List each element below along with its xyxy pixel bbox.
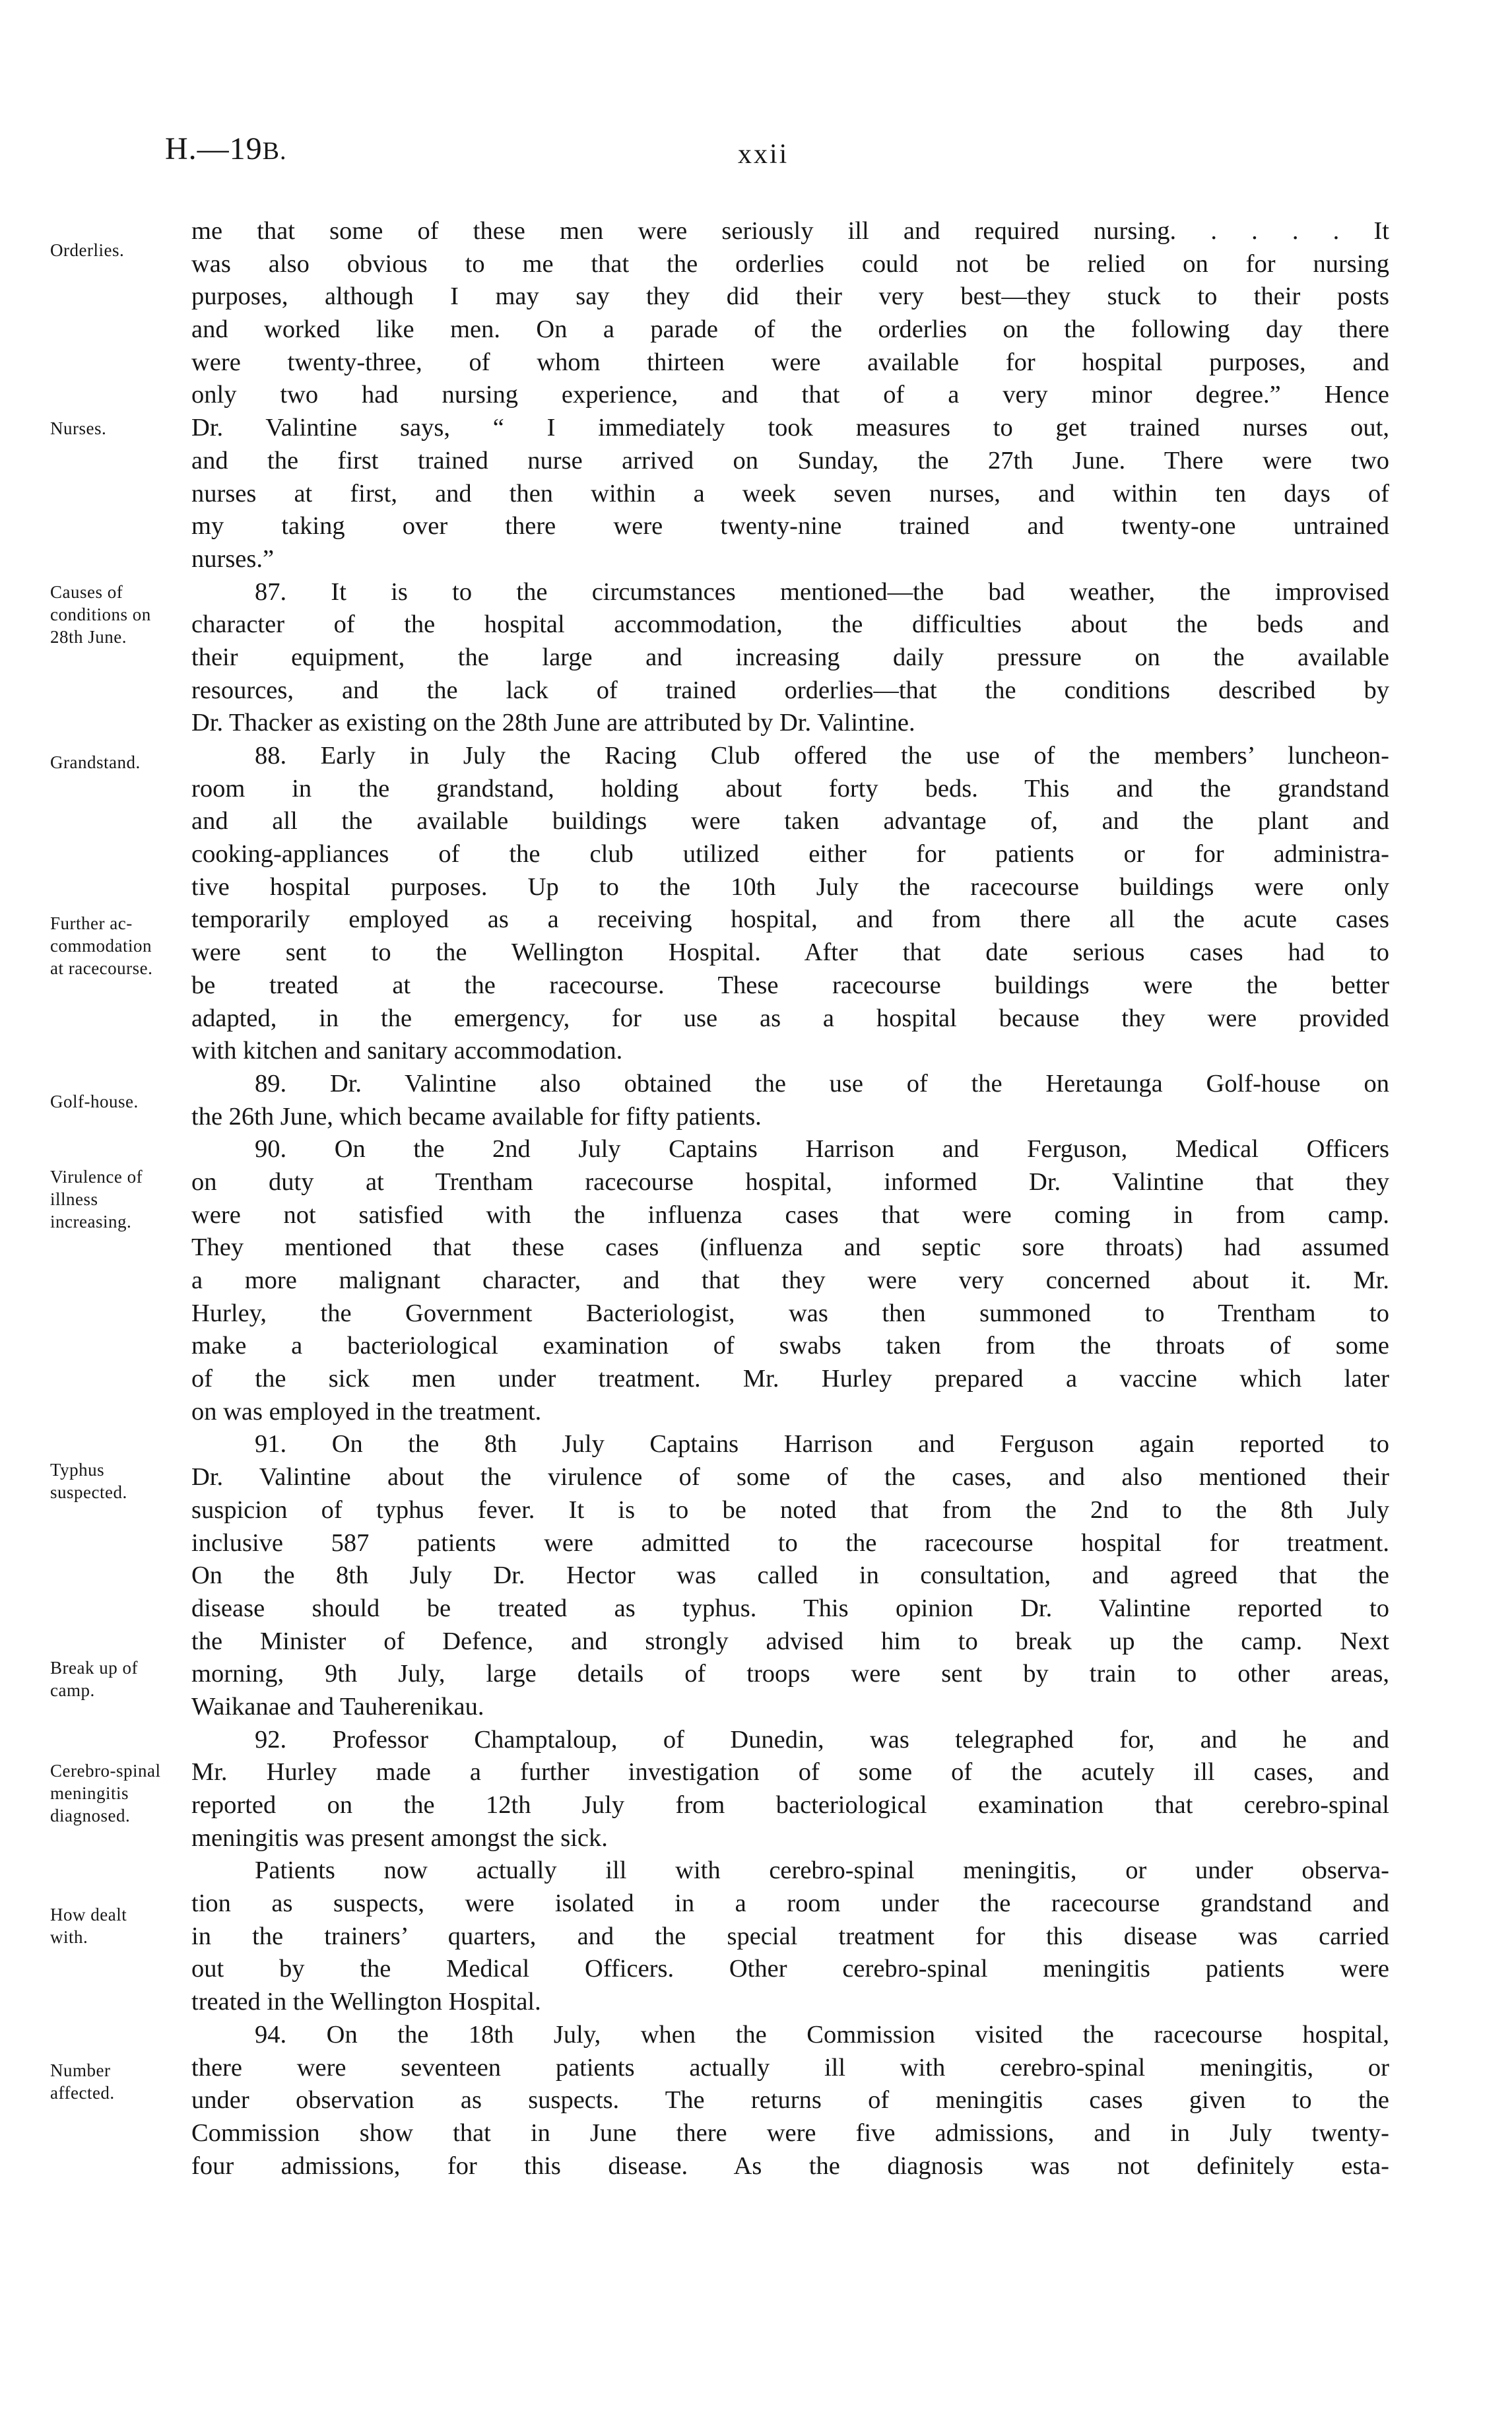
text-line: on duty at Trentham racecourse hospital, informed Dr. Valintine that they xyxy=(191,1167,1389,1196)
margin-note xyxy=(50,417,190,440)
margin-note-line: Nurses. xyxy=(50,418,107,438)
text-line: only two had nursing experience, and that of a very minor degree.” Hence xyxy=(191,381,1389,409)
text-line: Commission show that in June there were five admissions, and in July twenty- xyxy=(191,2119,1389,2147)
margin-note xyxy=(50,751,190,773)
text-line: 88. Early in July the Racing Club offered the use of the members’ luncheon- xyxy=(255,742,1389,770)
text-line: my taking over there were twenty-nine trained and twenty-one untrained xyxy=(191,512,1389,541)
text-line: tive hospital purposes. Up to the 10th July the racecourse buildings were only xyxy=(191,872,1389,901)
text-line: and worked like men. On a parade of the orderlies on the following day there xyxy=(191,315,1389,344)
text-line: disease should be treated as typhus. This opinion Dr. Valintine reported to xyxy=(191,1594,1389,1622)
text-line: 92. Professor Champtaloup, of Dunedin, was telegraphed for, and he and xyxy=(255,1725,1389,1754)
text-line: character of the hospital accommodation, the difficulties about the beds and xyxy=(191,610,1389,639)
text-line: 87. It is to the circumstances mentioned—the bad weather, the improvised xyxy=(255,577,1389,606)
text-line: there were seventeen patients actually ill with cerebro-spinal meningitis, or xyxy=(191,2053,1389,2082)
margin-note xyxy=(50,1759,190,1827)
text-line: of the sick men under treatment. Mr. Hurley prepared a vaccine which later xyxy=(191,1365,1389,1393)
text-line: make a bacteriological examination of swabs taken from the throats of some xyxy=(191,1332,1389,1360)
text-line: reported on the 12th July from bacteriological examination that cerebro-spinal xyxy=(191,1791,1389,1819)
text-line: out by the Medical Officers. Other cerebro-spinal meningitis patients were xyxy=(191,1955,1389,1983)
text-line: me that some of these men were seriously ill and required nursing. . . . . It xyxy=(191,217,1389,245)
margin-note-line: Break up of xyxy=(50,1658,138,1678)
paragraph xyxy=(191,740,1389,1068)
document-reference-main: H.—19 xyxy=(165,131,263,166)
text-line: They mentioned that these cases (influenza and septic sore throats) had assumed xyxy=(191,1233,1389,1262)
margin-note-line: conditions on xyxy=(50,605,151,624)
text-line: purposes, although I may say they did their very best—they stuck to their posts xyxy=(191,282,1389,311)
text-line: were not satisfied with the influenza cases that were coming in from camp. xyxy=(191,1200,1389,1229)
text-line: Waikanae and Tauherenikau. xyxy=(191,1692,484,1721)
paragraph xyxy=(191,1724,1389,1855)
text-line: 91. On the 8th July Captains Harrison and Ferguson again reported to xyxy=(255,1430,1389,1459)
text-line: 89. Dr. Valintine also obtained the use of the Heretaunga Golf-house on xyxy=(255,1069,1389,1098)
margin-note xyxy=(50,1903,190,1948)
text-line: tion as suspects, were isolated in a room under the racecourse grandstand and xyxy=(191,1890,1389,1918)
text-line: were sent to the Wellington Hospital. After that date serious cases had to xyxy=(191,938,1389,967)
body-text-column xyxy=(191,215,1389,2183)
text-line: 94. On the 18th July, when the Commission visited the racecourse hospital, xyxy=(255,2020,1389,2049)
text-line: Dr. Thacker as existing on the 28th June are attributed by Dr. Valintine. xyxy=(191,709,915,737)
text-line: was also obvious to me that the orderlies could not be relied on for nursing xyxy=(191,249,1389,278)
margin-note xyxy=(50,2059,190,2104)
text-line: Hurley, the Government Bacteriologist, was then summoned to Trentham to xyxy=(191,1299,1389,1327)
document-reference-suffix: B. xyxy=(262,137,287,165)
text-line: meningitis was present amongst the sick. xyxy=(191,1824,608,1852)
margin-note-line: Causes of xyxy=(50,582,123,602)
text-line: adapted, in the emergency, for use as a hospital because they were provided xyxy=(191,1004,1389,1032)
text-line: in the trainers’ quarters, and the special treatment for this disease was carried xyxy=(191,1922,1389,1950)
document-reference xyxy=(165,131,287,167)
margin-note xyxy=(50,1459,190,1503)
margin-note-line: Golf-house. xyxy=(50,1092,139,1111)
margin-note-line: affected. xyxy=(50,2083,115,2103)
margin-note xyxy=(50,1166,190,1233)
text-line: Mr. Hurley made a further investigation of some of the acutely ill cases, and xyxy=(191,1758,1389,1787)
paragraph xyxy=(191,215,1389,576)
margin-note-line: 28th June. xyxy=(50,627,127,647)
margin-note-line: Orderlies. xyxy=(50,240,125,260)
text-line: were twenty-three, of whom thirteen were available for hospital purposes, and xyxy=(191,348,1389,376)
text-line: the 26th June, which became available for fifty patients. xyxy=(191,1102,762,1131)
margin-note-line: meningitis xyxy=(50,1783,129,1803)
text-line: cooking-appliances of the club utilized either for patients or for administra- xyxy=(191,840,1389,869)
paragraph xyxy=(191,1428,1389,1723)
margin-note xyxy=(50,239,190,261)
margin-note-line: Grandstand. xyxy=(50,752,141,772)
text-line: nurses at first, and then within a week seven nurses, and within ten days of xyxy=(191,479,1389,508)
text-line: treated in the Wellington Hospital. xyxy=(191,1988,541,2016)
text-line: Dr. Valintine about the virulence of some of the cases, and also mentioned their xyxy=(191,1463,1389,1492)
margin-note-line: commodation xyxy=(50,936,152,956)
margin-note-line: with. xyxy=(50,1927,88,1947)
text-line: their equipment, the large and increasing daily pressure on the available xyxy=(191,643,1389,671)
text-line: under observation as suspects. The returns of meningitis cases given to the xyxy=(191,2086,1389,2115)
text-line: On the 8th July Dr. Hector was called in consultation, and agreed that the xyxy=(191,1561,1389,1590)
text-line: inclusive 587 patients were admitted to the racecourse hospital for treatment. xyxy=(191,1528,1389,1557)
text-line: resources, and the lack of trained orderlies—that the conditions described by xyxy=(191,676,1389,704)
text-line: morning, 9th July, large details of troops were sent by train to other areas, xyxy=(191,1660,1389,1688)
margin-note-line: illness xyxy=(50,1189,98,1209)
text-line: suspicion of typhus fever. It is to be noted that from the 2nd to the 8th July xyxy=(191,1495,1389,1524)
margin-note xyxy=(50,1657,190,1701)
paragraph xyxy=(191,1133,1389,1428)
margin-note-line: How dealt xyxy=(50,1905,127,1924)
margin-note-line: camp. xyxy=(50,1680,95,1700)
margin-note-line: diagnosed. xyxy=(50,1806,131,1825)
text-line: and the first trained nurse arrived on Sunday, the 27th June. There were two xyxy=(191,446,1389,475)
margin-note xyxy=(50,1090,190,1113)
text-line: a more malignant character, and that they were very concerned about it. Mr. xyxy=(191,1266,1389,1294)
margin-note-line: suspected. xyxy=(50,1482,127,1502)
margin-note-line: at racecourse. xyxy=(50,958,153,978)
paragraph xyxy=(191,576,1389,740)
margin-note-line: increasing. xyxy=(50,1212,132,1232)
margin-note-line: Typhus xyxy=(50,1460,105,1480)
paragraph xyxy=(191,2019,1389,2183)
margin-note-line: Cerebro-spinal xyxy=(50,1761,161,1781)
text-line: Patients now actually ill with cerebro-spinal meningitis, or under observa- xyxy=(255,1857,1389,1885)
paragraph xyxy=(191,1068,1389,1133)
text-line: 90. On the 2nd July Captains Harrison and Ferguson, Medical Officers xyxy=(255,1135,1389,1164)
text-line: temporarily employed as a receiving hospital, and from there all the acute cases xyxy=(191,905,1389,934)
margin-note xyxy=(50,912,190,979)
margin-note-line: Number xyxy=(50,2060,111,2080)
text-line: four admissions, for this disease. As the diagnosis was not definitely esta- xyxy=(191,2152,1389,2180)
text-line: Dr. Valintine says, “ I immediately took measures to get trained nurses out, xyxy=(191,414,1389,442)
margin-note-line: Further ac- xyxy=(50,913,133,933)
text-line: the Minister of Defence, and strongly advised him to break up the camp. Next xyxy=(191,1627,1389,1655)
text-line: nurses.” xyxy=(191,544,275,573)
text-line: be treated at the racecourse. These racecourse buildings were the better xyxy=(191,971,1389,999)
margin-note-line: Virulence of xyxy=(50,1167,143,1187)
paragraph xyxy=(191,1855,1389,2018)
text-line: and all the available buildings were taken advantage of, and the plant and xyxy=(191,807,1389,836)
margin-note xyxy=(50,581,190,648)
text-line: with kitchen and sanitary accommodation. xyxy=(191,1037,623,1065)
text-line: room in the grandstand, holding about forty beds. This and the grandstand xyxy=(191,774,1389,803)
text-line: on was employed in the treatment. xyxy=(191,1397,542,1426)
page-number: xxii xyxy=(738,139,789,170)
